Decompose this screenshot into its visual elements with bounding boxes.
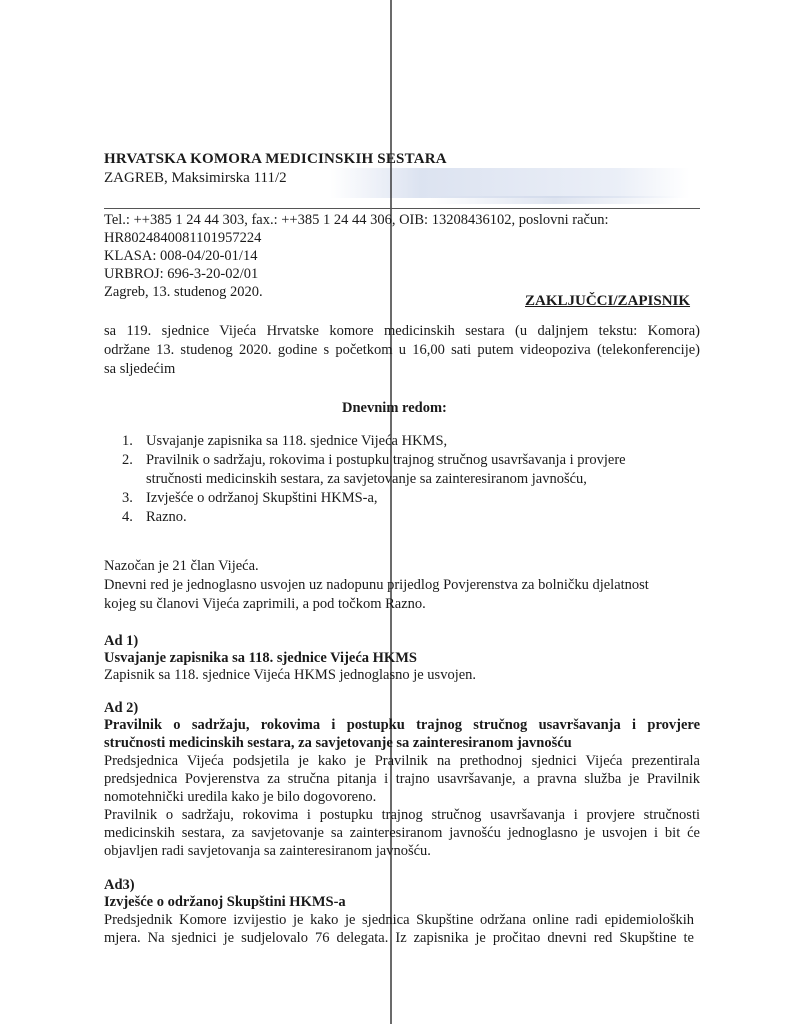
agenda-item (122, 451, 626, 489)
intro-line-3: sa sljedećim (104, 361, 176, 377)
attendance-line-2: kojeg su članovi Vijeća zaprimili, a pod točkom Razno. (104, 596, 426, 612)
document-title: ZAKLJUČCI/ZAPISNIK (525, 293, 691, 309)
intro-line-1: sa 119. sjednice Vijeća Hrvatske komore medicinskih sestara (u daljnjem tekstu: Komora) (104, 323, 700, 339)
org-name: HRVATSKA KOMORA MEDICINSKIH SESTARA (104, 151, 447, 167)
ad2-title-line-2: stručnosti medicinskih sestara, za savjetovanje sa zainteresiranom javnošću (104, 735, 572, 751)
agenda-item-text: Razno. (146, 509, 187, 525)
header-rule (104, 208, 700, 209)
ad2-body-line: nomotehnički uredila kako je bilo dogovoreno. (104, 789, 377, 805)
agenda-item-number: 4. (122, 509, 133, 525)
ad2-body-line: predsjednica Povjerenstva za stručna pitanja i trajno usavršavanje, a pravna služba je Pravilnik (104, 771, 700, 787)
intro-line-2: održane 13. studenog 2020. godine s početkom u 16,00 sati putem videopoziva (telekonferencije) (104, 342, 700, 358)
ad2-body-line: medicinskih sestara, za savjetovanje sa zainteresiranom javnošću jednoglasno je usvojen i bit će (104, 825, 700, 841)
klasa: KLASA: 008-04/20-01/14 (104, 248, 258, 264)
ad1-label: Ad 1) (104, 633, 139, 649)
ad3-title: Izvješće o održanoj Skupštini HKMS-a (104, 894, 346, 910)
ad2-body-line: Predsjednica Vijeća podsjetila je kako je Pravilnik na prethodnoj sjednici Vijeća prezentirala (104, 753, 700, 769)
urbroj: URBROJ: 696-3-20-02/01 (104, 266, 259, 282)
agenda-item-text-cont: stručnosti medicinskih sestara, za savjetovanje sa zainteresiranom javnošću, (146, 471, 587, 487)
ad2-label: Ad 2) (104, 700, 139, 716)
bank-account: HR8024840081101957224 (104, 230, 262, 246)
ad3-body-line: mjera. Na sjednici je sudjelovalo 76 delegata. Iz zapisnika je pročitao dnevni red Skupštine te (104, 930, 694, 946)
agenda-list (122, 432, 626, 527)
contact-line: Tel.: ++385 1 24 44 303, fax.: ++385 1 24 44 306, OIB: 13208436102, poslovni račun: (104, 212, 609, 228)
header-highlight (330, 168, 690, 198)
agenda-item (122, 508, 626, 527)
agenda-item (122, 489, 626, 508)
place-date: Zagreb, 13. studenog 2020. (104, 284, 263, 300)
ad2-body-line: Pravilnik o sadržaju, rokovima i postupku trajnog stručnog usavršavanja i provjere stručnosti (104, 807, 700, 823)
attendance-line-1: Dnevni red je jednoglasno usvojen uz nadopunu prijedlog Povjerenstva za bolničku djelatnost (104, 577, 649, 593)
agenda-item-text: Pravilnik o sadržaju, rokovima i postupku trajnog stručnog usavršavanja i provjere (146, 452, 626, 468)
agenda-item-number: 3. (122, 490, 133, 506)
attendance-present: Nazočan je 21 član Vijeća. (104, 558, 259, 574)
agenda-item-number: 2. (122, 452, 133, 468)
agenda-item-text: Izvješće o održanoj Skupštini HKMS-a, (146, 490, 378, 506)
ad3-label: Ad3) (104, 877, 135, 893)
ad1-title: Usvajanje zapisnika sa 118. sjednice Vijeća HKMS (104, 650, 417, 666)
agenda-item-number: 1. (122, 433, 133, 449)
agenda-item (122, 432, 626, 451)
ad2-title-line-1: Pravilnik o sadržaju, rokovima i postupku trajnog stručnog usavršavanja i provjere (104, 717, 700, 733)
agenda-item-text: Usvajanje zapisnika sa 118. sjednice Vijeća HKMS, (146, 433, 448, 449)
ad3-body-line: Predsjednik Komore izvijestio je kako je sjednica Skupštine održana online radi epidemioloških (104, 912, 694, 928)
ad1-body: Zapisnik sa 118. sjednice Vijeća HKMS jednoglasno je usvojen. (104, 667, 477, 683)
ad2-body-line: objavljen radi savjetovanja sa zainteresiranom javnošću. (104, 843, 431, 859)
header-highlight-lower (430, 196, 680, 204)
agenda-heading: Dnevnim redom: (342, 400, 447, 416)
org-address: ZAGREB, Maksimirska 111/2 (104, 170, 287, 186)
